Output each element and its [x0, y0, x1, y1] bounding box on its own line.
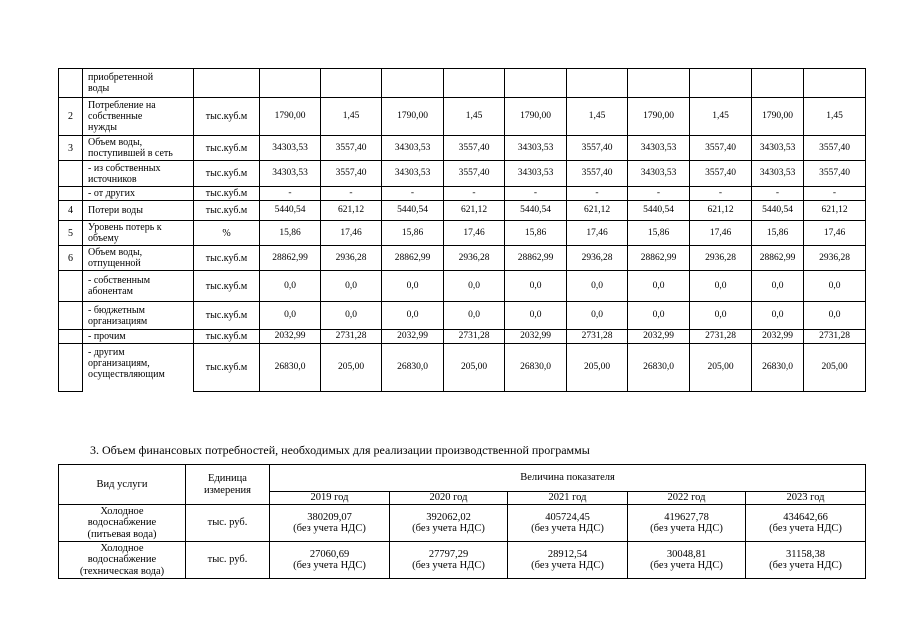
value-cell: 3557,40: [567, 161, 628, 187]
value-cell: 621,12: [690, 201, 752, 221]
table-row: [59, 302, 866, 330]
value-cell: 3557,40: [444, 161, 505, 187]
value-cell: 0,0: [804, 271, 866, 302]
value-cell: 34303,53: [628, 161, 690, 187]
table-row: [59, 221, 866, 246]
value-cell: 0,0: [321, 302, 382, 330]
value-cell: 2731,28: [690, 330, 752, 344]
row-number-cell: [59, 187, 83, 201]
value-cell: -: [505, 187, 567, 201]
unit-cell: тыс.куб.м: [194, 330, 260, 344]
value-cell: 2731,28: [804, 330, 866, 344]
value-cell: 26830,0: [505, 344, 567, 392]
indicator-label-line: воды: [88, 83, 110, 94]
indicator-label-line: приобретенной: [88, 72, 154, 83]
value-cell: 0,0: [382, 302, 444, 330]
header-unit: Единица измерения: [186, 465, 270, 505]
indicator-label-line: объему: [88, 233, 119, 244]
indicator-label-cell: [83, 187, 194, 201]
indicator-label-line: - собственным: [88, 275, 151, 286]
indicator-label-line: Объем воды,: [88, 247, 143, 258]
unit-cell: тыс.куб.м: [194, 246, 260, 271]
value-cell: 5440,54: [628, 201, 690, 221]
table-row: [59, 161, 866, 187]
unit-cell: тыс.куб.м: [194, 302, 260, 330]
value-cell: 5440,54: [382, 201, 444, 221]
value-cell: 15,86: [752, 221, 804, 246]
year-cell: 2021 год: [508, 492, 628, 505]
value-cell: 28862,99: [505, 246, 567, 271]
value-cell: 205,00: [321, 344, 382, 392]
value-cell: 205,00: [804, 344, 866, 392]
service-cell: Холодное водоснабжение (техническая вода): [59, 542, 186, 579]
table-row: [59, 69, 866, 98]
value-cell: 28862,99: [752, 246, 804, 271]
value-cell: -: [628, 187, 690, 201]
value-cell: 380209,07 (без учета НДС): [270, 505, 390, 542]
indicator-label-cell: [83, 161, 194, 187]
unit-cell: тыс.куб.м: [194, 344, 260, 392]
table-row: [59, 542, 866, 579]
value-cell: 17,46: [804, 221, 866, 246]
value-cell: 0,0: [444, 271, 505, 302]
value-cell: 27797,29 (без учета НДС): [390, 542, 508, 579]
table-row: [59, 246, 866, 271]
indicator-label-line: Объем воды,: [88, 137, 143, 148]
value-cell: 1,45: [804, 98, 866, 136]
indicator-label-cell: [83, 271, 194, 302]
value-cell: 1,45: [321, 98, 382, 136]
value-cell: 28862,99: [260, 246, 321, 271]
value-cell: 1790,00: [505, 98, 567, 136]
value-cell: 2936,28: [444, 246, 505, 271]
value-cell: -: [321, 187, 382, 201]
value-cell: 434642,66 (без учета НДС): [746, 505, 866, 542]
value-cell: -: [690, 187, 752, 201]
value-cell: 0,0: [752, 271, 804, 302]
indicator-label-line: - из собственных: [88, 162, 161, 174]
row-number-cell: [59, 161, 83, 187]
value-cell: 0,0: [690, 271, 752, 302]
unit-cell: тыс. руб.: [186, 505, 270, 542]
value-cell: [567, 69, 628, 98]
value-cell: 0,0: [260, 271, 321, 302]
indicator-label-line: организациям,: [88, 357, 150, 369]
value-cell: 34303,53: [505, 136, 567, 161]
value-cell: 17,46: [567, 221, 628, 246]
indicator-label-cell: [83, 246, 194, 271]
header-row: [59, 465, 866, 492]
value-cell: 2731,28: [444, 330, 505, 344]
unit-cell: [194, 69, 260, 98]
table-row: [59, 98, 866, 136]
value-cell: 2032,99: [752, 330, 804, 344]
value-cell: 0,0: [505, 271, 567, 302]
year-cell: 2020 год: [390, 492, 508, 505]
table-row: [59, 330, 866, 344]
value-cell: 2032,99: [260, 330, 321, 344]
year-cell: 2022 год: [628, 492, 746, 505]
value-cell: -: [752, 187, 804, 201]
indicator-label-cell: [83, 201, 194, 221]
unit-cell: тыс.куб.м: [194, 201, 260, 221]
unit-cell: %: [194, 221, 260, 246]
row-number-cell: 2: [59, 98, 83, 136]
value-cell: 5440,54: [505, 201, 567, 221]
row-number-cell: [59, 271, 83, 302]
value-cell: 34303,53: [382, 136, 444, 161]
value-cell: 0,0: [382, 271, 444, 302]
value-cell: 2032,99: [628, 330, 690, 344]
value-cell: 30048,81 (без учета НДС): [628, 542, 746, 579]
row-number-cell: 5: [59, 221, 83, 246]
value-cell: 34303,53: [505, 161, 567, 187]
indicator-label-line: Потребление на: [88, 100, 156, 111]
value-cell: 34303,53: [752, 136, 804, 161]
value-cell: 621,12: [321, 201, 382, 221]
value-cell: 34303,53: [260, 136, 321, 161]
value-cell: 26830,0: [628, 344, 690, 392]
indicator-label-line: нужды: [88, 122, 117, 133]
indicator-label-cell: [83, 221, 194, 246]
row-number-cell: 4: [59, 201, 83, 221]
indicator-label-line: - другим: [88, 346, 125, 358]
value-cell: 3557,40: [690, 136, 752, 161]
value-cell: 17,46: [690, 221, 752, 246]
value-cell: 205,00: [690, 344, 752, 392]
financial-needs-table: [58, 464, 866, 579]
value-cell: 28862,99: [628, 246, 690, 271]
value-cell: 5440,54: [260, 201, 321, 221]
unit-cell: тыс.куб.м: [194, 187, 260, 201]
indicator-label-cell: [83, 69, 194, 98]
value-cell: 0,0: [567, 302, 628, 330]
year-cell: 2019 год: [270, 492, 390, 505]
value-cell: 28912,54 (без учета НДС): [508, 542, 628, 579]
value-cell: 0,0: [690, 302, 752, 330]
indicator-label-cell: [83, 98, 194, 136]
indicator-label-line: поступившей в сеть: [88, 148, 173, 159]
indicator-label-cell: [83, 344, 194, 392]
value-cell: 2936,28: [690, 246, 752, 271]
value-cell: 621,12: [567, 201, 628, 221]
value-cell: 3557,40: [690, 161, 752, 187]
year-cell: 2023 год: [746, 492, 866, 505]
value-cell: 1,45: [444, 98, 505, 136]
indicator-label-line: - прочим: [88, 331, 126, 342]
indicator-label-line: - от других: [88, 188, 135, 199]
value-cell: 621,12: [444, 201, 505, 221]
value-cell: 15,86: [628, 221, 690, 246]
value-cell: 0,0: [444, 302, 505, 330]
table-row: [59, 271, 866, 302]
value-cell: 2032,99: [382, 330, 444, 344]
value-cell: 2936,28: [567, 246, 628, 271]
table-row: [59, 201, 866, 221]
value-cell: [505, 69, 567, 98]
row-number-cell: 3: [59, 136, 83, 161]
indicator-label-line: отпущенной: [88, 258, 141, 269]
value-cell: 2936,28: [804, 246, 866, 271]
value-cell: 26830,0: [382, 344, 444, 392]
value-cell: 17,46: [444, 221, 505, 246]
value-cell: 3557,40: [804, 161, 866, 187]
value-cell: 3557,40: [321, 136, 382, 161]
indicator-label-line: источников: [88, 173, 137, 185]
value-cell: 15,86: [382, 221, 444, 246]
value-cell: 0,0: [628, 302, 690, 330]
value-cell: 3557,40: [804, 136, 866, 161]
table-row: [59, 505, 866, 542]
indicator-label-line: Уровень потерь к: [88, 222, 162, 233]
value-cell: [444, 69, 505, 98]
value-cell: 1790,00: [628, 98, 690, 136]
value-cell: -: [260, 187, 321, 201]
unit-cell: тыс.куб.м: [194, 161, 260, 187]
value-cell: 3557,40: [567, 136, 628, 161]
value-cell: 1,45: [690, 98, 752, 136]
value-cell: -: [804, 187, 866, 201]
header-value: Величина показателя: [270, 465, 866, 492]
row-number-cell: [59, 344, 83, 392]
value-cell: 2032,99: [505, 330, 567, 344]
value-cell: -: [567, 187, 628, 201]
value-cell: [321, 69, 382, 98]
value-cell: 0,0: [260, 302, 321, 330]
section-heading: 3. Объем финансовых потребностей, необходимых для реализации производственной программы: [90, 443, 590, 457]
value-cell: 34303,53: [260, 161, 321, 187]
value-cell: 621,12: [804, 201, 866, 221]
value-cell: 2731,28: [567, 330, 628, 344]
row-number-cell: [59, 302, 83, 330]
row-number-cell: [59, 330, 83, 344]
value-cell: 1790,00: [260, 98, 321, 136]
value-cell: 3557,40: [321, 161, 382, 187]
value-cell: [804, 69, 866, 98]
value-cell: 3557,40: [444, 136, 505, 161]
value-cell: 205,00: [567, 344, 628, 392]
row-number-cell: [59, 69, 83, 98]
value-cell: -: [444, 187, 505, 201]
value-cell: 34303,53: [752, 161, 804, 187]
unit-cell: тыс.куб.м: [194, 271, 260, 302]
value-cell: [382, 69, 444, 98]
value-cell: 15,86: [260, 221, 321, 246]
value-cell: 27060,69 (без учета НДС): [270, 542, 390, 579]
value-cell: 26830,0: [752, 344, 804, 392]
indicator-label-cell: [83, 330, 194, 344]
table-row: [59, 187, 866, 201]
unit-cell: тыс. руб.: [186, 542, 270, 579]
value-cell: 34303,53: [628, 136, 690, 161]
table-row: [59, 136, 866, 161]
value-cell: -: [382, 187, 444, 201]
value-cell: 1790,00: [382, 98, 444, 136]
value-cell: 34303,53: [382, 161, 444, 187]
value-cell: [628, 69, 690, 98]
value-cell: 28862,99: [382, 246, 444, 271]
value-cell: 5440,54: [752, 201, 804, 221]
value-cell: 1790,00: [752, 98, 804, 136]
indicator-label-line: осуществляющим: [88, 368, 165, 380]
indicator-label-line: Потери воды: [88, 205, 143, 216]
indicator-label-cell: [83, 136, 194, 161]
value-cell: 0,0: [752, 302, 804, 330]
table-row: [59, 344, 866, 392]
value-cell: 0,0: [804, 302, 866, 330]
indicator-label-line: собственные: [88, 111, 143, 122]
indicator-label-cell: [83, 302, 194, 330]
value-cell: 0,0: [321, 271, 382, 302]
value-cell: 0,0: [567, 271, 628, 302]
service-cell: Холодное водоснабжение (питьевая вода): [59, 505, 186, 542]
indicator-label-line: - бюджетным: [88, 304, 145, 316]
value-cell: 26830,0: [260, 344, 321, 392]
header-service: Вид услуги: [59, 465, 186, 505]
indicator-label-line: организациям: [88, 315, 148, 327]
value-cell: 205,00: [444, 344, 505, 392]
production-indicators-body: [59, 69, 866, 392]
value-cell: 392062,02 (без учета НДС): [390, 505, 508, 542]
row-number-cell: 6: [59, 246, 83, 271]
value-cell: 1,45: [567, 98, 628, 136]
value-cell: 2731,28: [321, 330, 382, 344]
value-cell: 0,0: [628, 271, 690, 302]
value-cell: 2936,28: [321, 246, 382, 271]
indicator-label-line: абонентам: [88, 286, 133, 297]
value-cell: 15,86: [505, 221, 567, 246]
value-cell: [260, 69, 321, 98]
production-indicators-table: [58, 68, 866, 392]
value-cell: 17,46: [321, 221, 382, 246]
unit-cell: тыс.куб.м: [194, 136, 260, 161]
value-cell: 419627,78 (без учета НДС): [628, 505, 746, 542]
value-cell: [690, 69, 752, 98]
value-cell: 31158,38 (без учета НДС): [746, 542, 866, 579]
value-cell: [752, 69, 804, 98]
value-cell: 405724,45 (без учета НДС): [508, 505, 628, 542]
unit-cell: тыс.куб.м: [194, 98, 260, 136]
value-cell: 0,0: [505, 302, 567, 330]
